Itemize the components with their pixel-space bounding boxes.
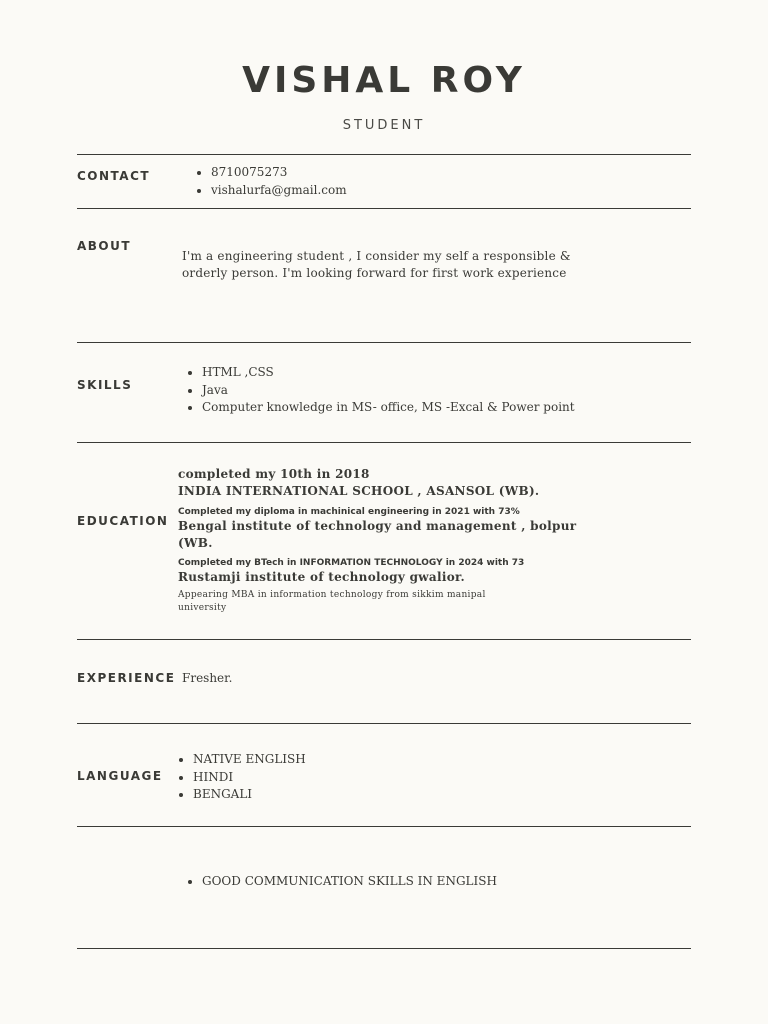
education-diploma-institute-cont: (WB. [178,536,213,550]
about-line: I'm a engineering student , I consider my self a responsible & [182,249,571,263]
education-diploma-note: Completed my diploma in machinical engineering in 2021 with 73% [178,507,520,517]
divider [77,826,691,827]
education-10th: completed my 10th in 2018 [178,467,370,481]
education-mba-cont: university [178,603,227,613]
education-diploma-institute: Bengal institute of technology and management , bolpur [178,519,577,533]
skill-item: • Computer knowledge in MS- office, MS -Excal & Power point [202,399,575,417]
education-btech-institute: Rustamji institute of technology gwalior. [178,570,466,584]
education-label: EDUCATION [77,514,169,528]
language-label: LANGUAGE [77,769,163,783]
education-school: INDIA INTERNATIONAL SCHOOL , ASANSOL (WB). [178,484,540,498]
extra-list [184,873,497,891]
divider [77,442,691,443]
resume-role: STUDENT [342,118,426,133]
about-text [182,248,571,282]
experience-text: Fresher. [182,671,233,685]
resume-name: VISHAL ROY [242,60,526,101]
language-item: • BENGALI [193,786,306,804]
divider [77,639,691,640]
contact-phone: • 8710075273 [211,164,347,182]
divider [77,948,691,949]
language-list [175,751,306,804]
contact-list [193,164,347,199]
divider [77,723,691,724]
language-item: • HINDI [193,769,306,787]
about-line: orderly person. I'm looking forward for first work experience [182,266,567,280]
skill-item: • Java [202,382,575,400]
education-btech-note: Completed my BTech in INFORMATION TECHNOLOGY in 2024 with 73 [178,558,525,568]
skills-list [184,364,575,417]
contact-label: CONTACT [77,169,151,183]
contact-email: • vishalurfa@gmail.com [211,182,347,200]
skill-item: • HTML ,CSS [202,364,575,382]
divider [77,342,691,343]
skills-label: SKILLS [77,378,133,392]
education-content [178,466,578,615]
language-item: • NATIVE ENGLISH [193,751,306,769]
experience-label: EXPERIENCE [77,671,176,685]
education-mba: Appearing MBA in information technology from sikkim manipal [178,590,486,600]
divider [77,154,691,155]
about-label: ABOUT [77,239,132,253]
extra-item: • GOOD COMMUNICATION SKILLS IN ENGLISH [202,873,497,891]
divider [77,208,691,209]
